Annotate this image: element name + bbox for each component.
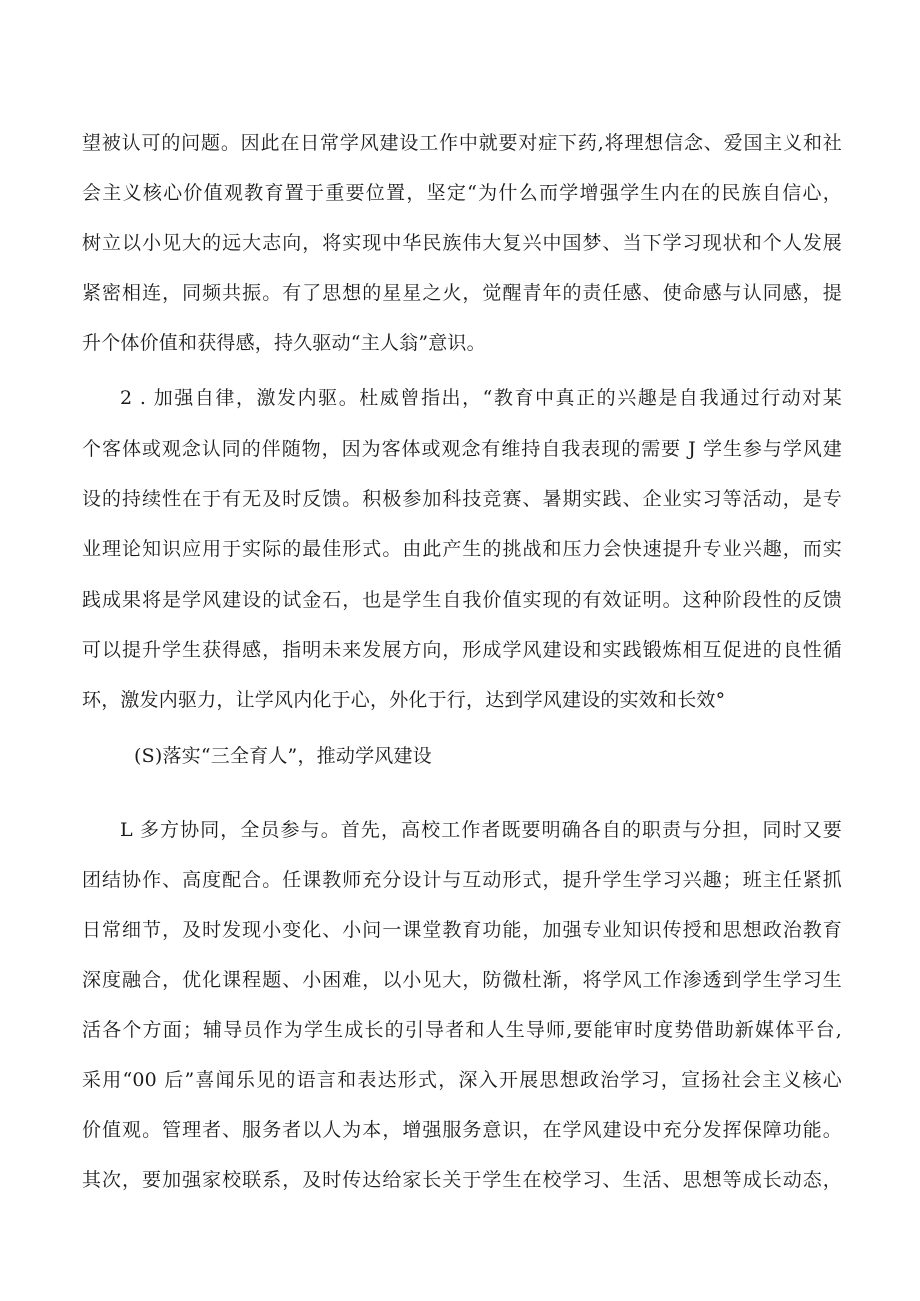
paragraph2-line: 环，激发内驱力，让学风内化于心，外化于行，达到学风建设的实效和长效° bbox=[82, 689, 726, 711]
paragraph3-line: 价值观。管理者、服务者以人为本，增强服务意识，在学风建设中充分发挥保障功能。 bbox=[82, 1119, 842, 1141]
paragraph1-line: 升个体价值和获得感，持久驱动“主人翁”意识。 bbox=[82, 332, 486, 354]
paragraph3-line: 团结协作、高度配合。任课教师充分设计与互动形式，提升学生学习兴趣；班主任紧抓 bbox=[82, 869, 842, 891]
paragraph2-line: 可以提升学生获得感，指明未来发展方向，形成学风建设和实践锻炼相互促进的良性循 bbox=[82, 639, 842, 661]
paragraph1-line: 会主义核心价值观教育置于重要位置，坚定“为什么而学增强学生内在的民族自信心， bbox=[82, 182, 842, 204]
paragraph3-line: 采用“00 后”喜闻乐见的语言和表达形式，深入开展思想政治学习，宣扬社会主义核心 bbox=[82, 1069, 842, 1091]
paragraph2-line: 设的持续性在于有无及时反馈。积极参加科技竞赛、暑期实践、企业实习等活动，是专 bbox=[82, 488, 842, 510]
paragraph3-line: 深度融合，优化课程题、小困难，以小见大，防微杜渐，将学风工作渗透到学生学习生 bbox=[82, 969, 842, 991]
paragraph2-line: 践成果将是学风建设的试金石，也是学生自我价值实现的有效证明。这种阶段性的反馈 bbox=[82, 589, 842, 611]
paragraph3-line: 日常细节，及时发现小变化、小问一课堂教育功能，加强专业知识传授和思想政治教育 bbox=[82, 919, 842, 941]
paragraph2-line: 个客体或观念认同的伴随物，因为客体或观念有维持自我表现的需要 J 学生参与学风建 bbox=[82, 438, 842, 460]
paragraph2-line: 2 . 加强自律，激发内驱。杜威曾指出，“教育中真正的兴趣是自我通过行动对某 bbox=[120, 387, 842, 409]
paragraph1-line: 紧密相连，同频共振。有了思想的星星之火，觉醒青年的责任感、使命感与认同感，提 bbox=[82, 282, 842, 304]
paragraph1-line: 树立以小见大的远大志向，将实现中华民族伟大复兴中国梦、当下学习现状和个人发展 bbox=[82, 232, 842, 254]
paragraph2-line: 业理论知识应用于实际的最佳形式。由此产生的挑战和压力会快速提升专业兴趣，而实 bbox=[82, 538, 842, 560]
paragraph3-line: 其次，要加强家校联系，及时传达给家长关于学生在校学习、生活、思想等成长动态， bbox=[82, 1169, 842, 1191]
section-heading: (S)落实“三全育人”，推动学风建设 bbox=[134, 745, 432, 767]
paragraph3-line: L 多方协同，全员参与。首先，高校工作者既要明确各自的职责与分担，同时又要 bbox=[120, 819, 842, 841]
paragraph3-line: 活各个方面；辅导员作为学生成长的引导者和人生导师,要能审时度势借助新媒体平台, bbox=[82, 1019, 842, 1041]
paragraph1-line: 望被认可的问题。因此在日常学风建设工作中就要对症下药,将理想信念、爱国主义和社 bbox=[82, 132, 842, 154]
